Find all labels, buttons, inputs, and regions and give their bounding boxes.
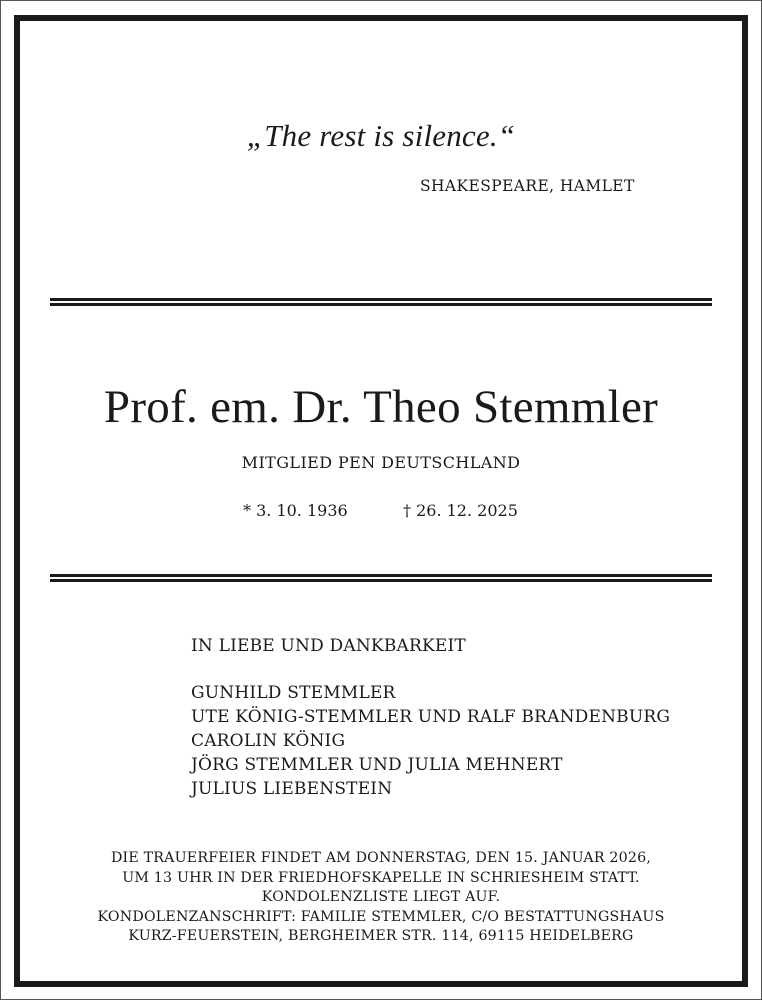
obituary-frame	[14, 15, 748, 987]
mourner-name: UTE KÖNIG-STEMMLER UND RALF BRANDENBURG	[191, 707, 671, 727]
notice-line: KONDOLENZANSCHRIFT: FAMILIE STEMMLER, C/O BESTATTUNGSHAUS	[97, 908, 665, 925]
death-date: † 26. 12. 2025	[403, 501, 518, 520]
notice-line: KURZ-FEUERSTEIN, BERGHEIMER STR. 114, 69115 HEIDELBERG	[128, 928, 634, 945]
mourners-intro: IN LIEBE UND DANKBARKEIT	[191, 636, 466, 656]
deceased-name: Prof. em. Dr. Theo Stemmler	[103, 381, 659, 433]
mourner-name: JÖRG STEMMLER UND JULIA MEHNERT	[191, 755, 563, 775]
birth-date: * 3. 10. 1936	[243, 501, 348, 520]
top-double-rule	[50, 298, 712, 306]
epigraph-quote: „The rest is silence.“	[246, 118, 516, 153]
mourner-name: CAROLIN KÖNIG	[191, 731, 346, 751]
notice-line: KONDOLENZLISTE LIEGT AUF.	[261, 889, 501, 906]
notice-line: UM 13 UHR IN DER FRIEDHOFSKAPELLE IN SCHRIESHEIM STATT.	[122, 869, 640, 886]
epigraph-source: SHAKESPEARE, HAMLET	[420, 177, 635, 195]
mourner-name: JULIUS LIEBENSTEIN	[191, 779, 393, 799]
notice-line: DIE TRAUERFEIER FINDET AM DONNERSTAG, DEN 15. JANUAR 2026,	[110, 850, 652, 866]
funeral-notice	[0, 849, 762, 947]
bottom-double-rule	[50, 574, 712, 582]
deceased-title: MITGLIED PEN DEUTSCHLAND	[241, 453, 521, 472]
mourners-block	[191, 634, 670, 801]
mourner-name: GUNHILD STEMMLER	[191, 683, 396, 703]
